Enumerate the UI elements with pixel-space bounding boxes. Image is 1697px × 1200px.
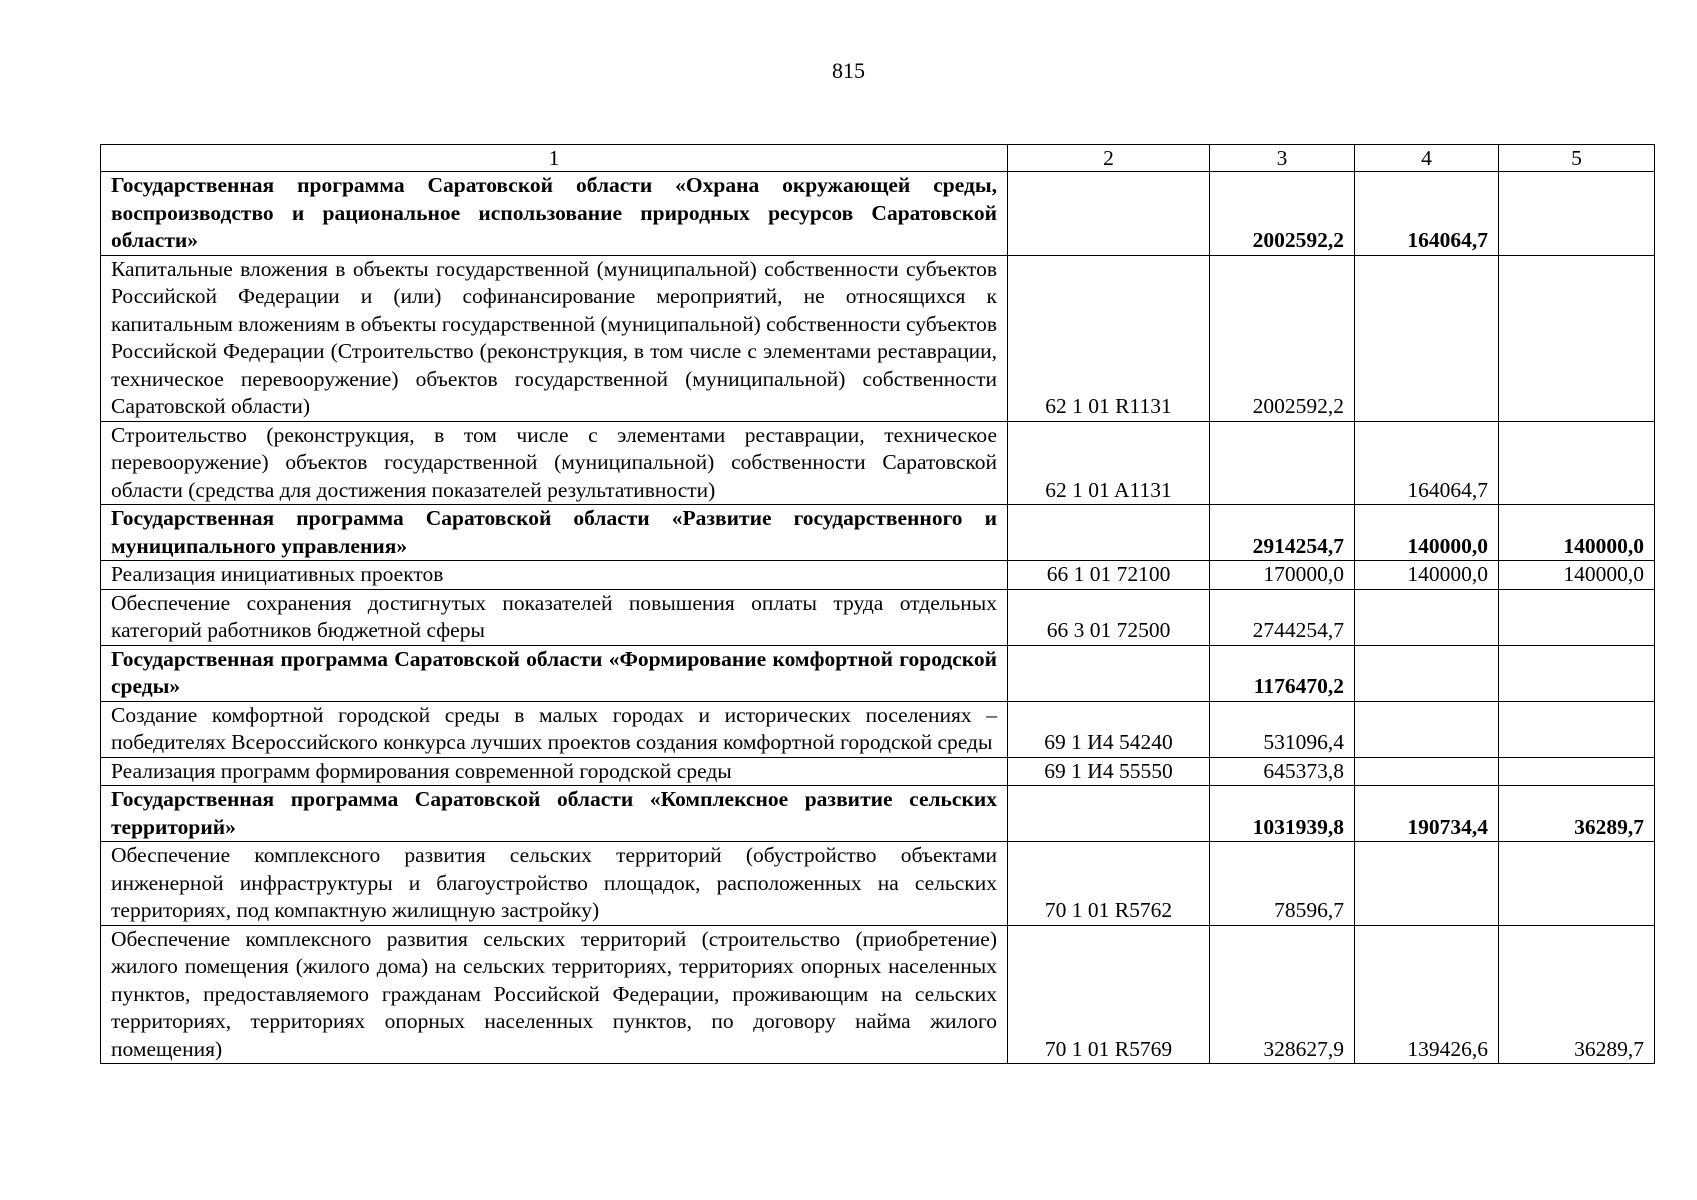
row-code: 66 1 01 72100 xyxy=(1008,561,1210,590)
table-row xyxy=(101,925,1655,1064)
row-value-col3: 2002592,2 xyxy=(1210,255,1355,421)
row-value-col5 xyxy=(1499,701,1655,757)
row-value-col5: 36289,7 xyxy=(1499,786,1655,842)
row-value-col3: 2744254,7 xyxy=(1210,589,1355,645)
row-code: 62 1 01 R1131 xyxy=(1008,255,1210,421)
row-value-col5 xyxy=(1499,757,1655,786)
row-description: Капитальные вложения в объекты государственной (муниципальной) собственности субъектов Российской Федерации и (или) софинансирование мероприятий, не относящихся к капитальным вложениям в объекты государственной (муниципальной) собственности субъектов Российской Федерации (Строительство (реконструкция, в том числе с элементами реставрации, техническое перевооружение) объектов государственной (муниципальной) собственности Саратовской области) xyxy=(101,255,1008,421)
table-row xyxy=(101,255,1655,421)
row-description: Реализация программ формирования современной городской среды xyxy=(101,757,1008,786)
row-value-col4 xyxy=(1355,589,1499,645)
page-number: 815 xyxy=(832,58,865,83)
program-row xyxy=(101,786,1655,842)
row-value-col5 xyxy=(1499,589,1655,645)
table-body xyxy=(101,172,1655,1064)
program-row xyxy=(101,172,1655,256)
row-description: Государственная программа Саратовской области «Развитие государственного и муниципального управления» xyxy=(101,505,1008,561)
row-description: Обеспечение комплексного развития сельских территорий (обустройство объектами инженерной инфраструктуры и благоустройство площадок, расположенных на сельских территориях, под компактную жилищную застройку) xyxy=(101,842,1008,926)
row-value-col4 xyxy=(1355,255,1499,421)
row-value-col4 xyxy=(1355,701,1499,757)
row-value-col4: 190734,4 xyxy=(1355,786,1499,842)
table-row xyxy=(101,589,1655,645)
row-description: Создание комфортной городской среды в малых городах и исторических поселениях – победителях Всероссийского конкурса лучших проектов создания комфортной городской среды xyxy=(101,701,1008,757)
row-code: 62 1 01 A1131 xyxy=(1008,421,1210,505)
row-value-col5: 36289,7 xyxy=(1499,925,1655,1064)
row-value-col4: 140000,0 xyxy=(1355,561,1499,590)
column-header-4: 4 xyxy=(1355,145,1499,172)
row-code xyxy=(1008,786,1210,842)
row-value-col3: 1176470,2 xyxy=(1210,645,1355,701)
row-code: 70 1 01 R5762 xyxy=(1008,842,1210,926)
row-value-col5 xyxy=(1499,421,1655,505)
row-value-col3 xyxy=(1210,421,1355,505)
column-header-5: 5 xyxy=(1499,145,1655,172)
row-value-col3: 531096,4 xyxy=(1210,701,1355,757)
table-row xyxy=(101,421,1655,505)
column-header-1: 1 xyxy=(101,145,1008,172)
row-value-col5 xyxy=(1499,172,1655,256)
row-description: Обеспечение сохранения достигнутых показателей повышения оплаты труда отдельных категорий работников бюджетной сферы xyxy=(101,589,1008,645)
row-description: Реализация инициативных проектов xyxy=(101,561,1008,590)
row-value-col3: 2914254,7 xyxy=(1210,505,1355,561)
row-value-col5 xyxy=(1499,645,1655,701)
row-value-col3: 2002592,2 xyxy=(1210,172,1355,256)
row-value-col4: 139426,6 xyxy=(1355,925,1499,1064)
row-code: 69 1 И4 54240 xyxy=(1008,701,1210,757)
row-value-col4: 164064,7 xyxy=(1355,421,1499,505)
row-value-col3: 78596,7 xyxy=(1210,842,1355,926)
row-value-col5 xyxy=(1499,255,1655,421)
table-row xyxy=(101,561,1655,590)
row-code xyxy=(1008,172,1210,256)
row-code xyxy=(1008,505,1210,561)
row-value-col5: 140000,0 xyxy=(1499,505,1655,561)
program-row xyxy=(101,505,1655,561)
row-code: 66 3 01 72500 xyxy=(1008,589,1210,645)
table-header-row xyxy=(101,145,1655,172)
row-value-col3: 170000,0 xyxy=(1210,561,1355,590)
row-code: 69 1 И4 55550 xyxy=(1008,757,1210,786)
row-value-col4 xyxy=(1355,645,1499,701)
row-value-col5: 140000,0 xyxy=(1499,561,1655,590)
program-row xyxy=(101,645,1655,701)
row-description: Государственная программа Саратовской области «Формирование комфортной городской среды» xyxy=(101,645,1008,701)
row-description: Обеспечение комплексного развития сельских территорий (строительство (приобретение) жилого помещения (жилого дома) на сельских территориях, территориях опорных населенных пунктов, предоставляемого гражданам Российской Федерации, проживающим на сельских территориях, территориях опорных населенных пунктов, по договору найма жилого помещения) xyxy=(101,925,1008,1064)
row-description: Строительство (реконструкция, в том числе с элементами реставрации, техническое перевооружение) объектов государственной (муниципальной) собственности Саратовской области (средства для достижения показателей результативности) xyxy=(101,421,1008,505)
row-value-col5 xyxy=(1499,842,1655,926)
column-header-2: 2 xyxy=(1008,145,1210,172)
table-row xyxy=(101,757,1655,786)
row-code: 70 1 01 R5769 xyxy=(1008,925,1210,1064)
row-value-col4 xyxy=(1355,757,1499,786)
column-header-3: 3 xyxy=(1210,145,1355,172)
row-value-col3: 1031939,8 xyxy=(1210,786,1355,842)
row-code xyxy=(1008,645,1210,701)
row-value-col4 xyxy=(1355,842,1499,926)
row-value-col3: 328627,9 xyxy=(1210,925,1355,1064)
row-description: Государственная программа Саратовской области «Комплексное развитие сельских территорий» xyxy=(101,786,1008,842)
row-value-col4: 164064,7 xyxy=(1355,172,1499,256)
table-row xyxy=(101,701,1655,757)
table-row xyxy=(101,842,1655,926)
budget-table xyxy=(100,144,1655,1064)
row-description: Государственная программа Саратовской области «Охрана окружающей среды, воспроизводство и рациональное использование природных ресурсов Саратовской области» xyxy=(101,172,1008,256)
row-value-col3: 645373,8 xyxy=(1210,757,1355,786)
row-value-col4: 140000,0 xyxy=(1355,505,1499,561)
